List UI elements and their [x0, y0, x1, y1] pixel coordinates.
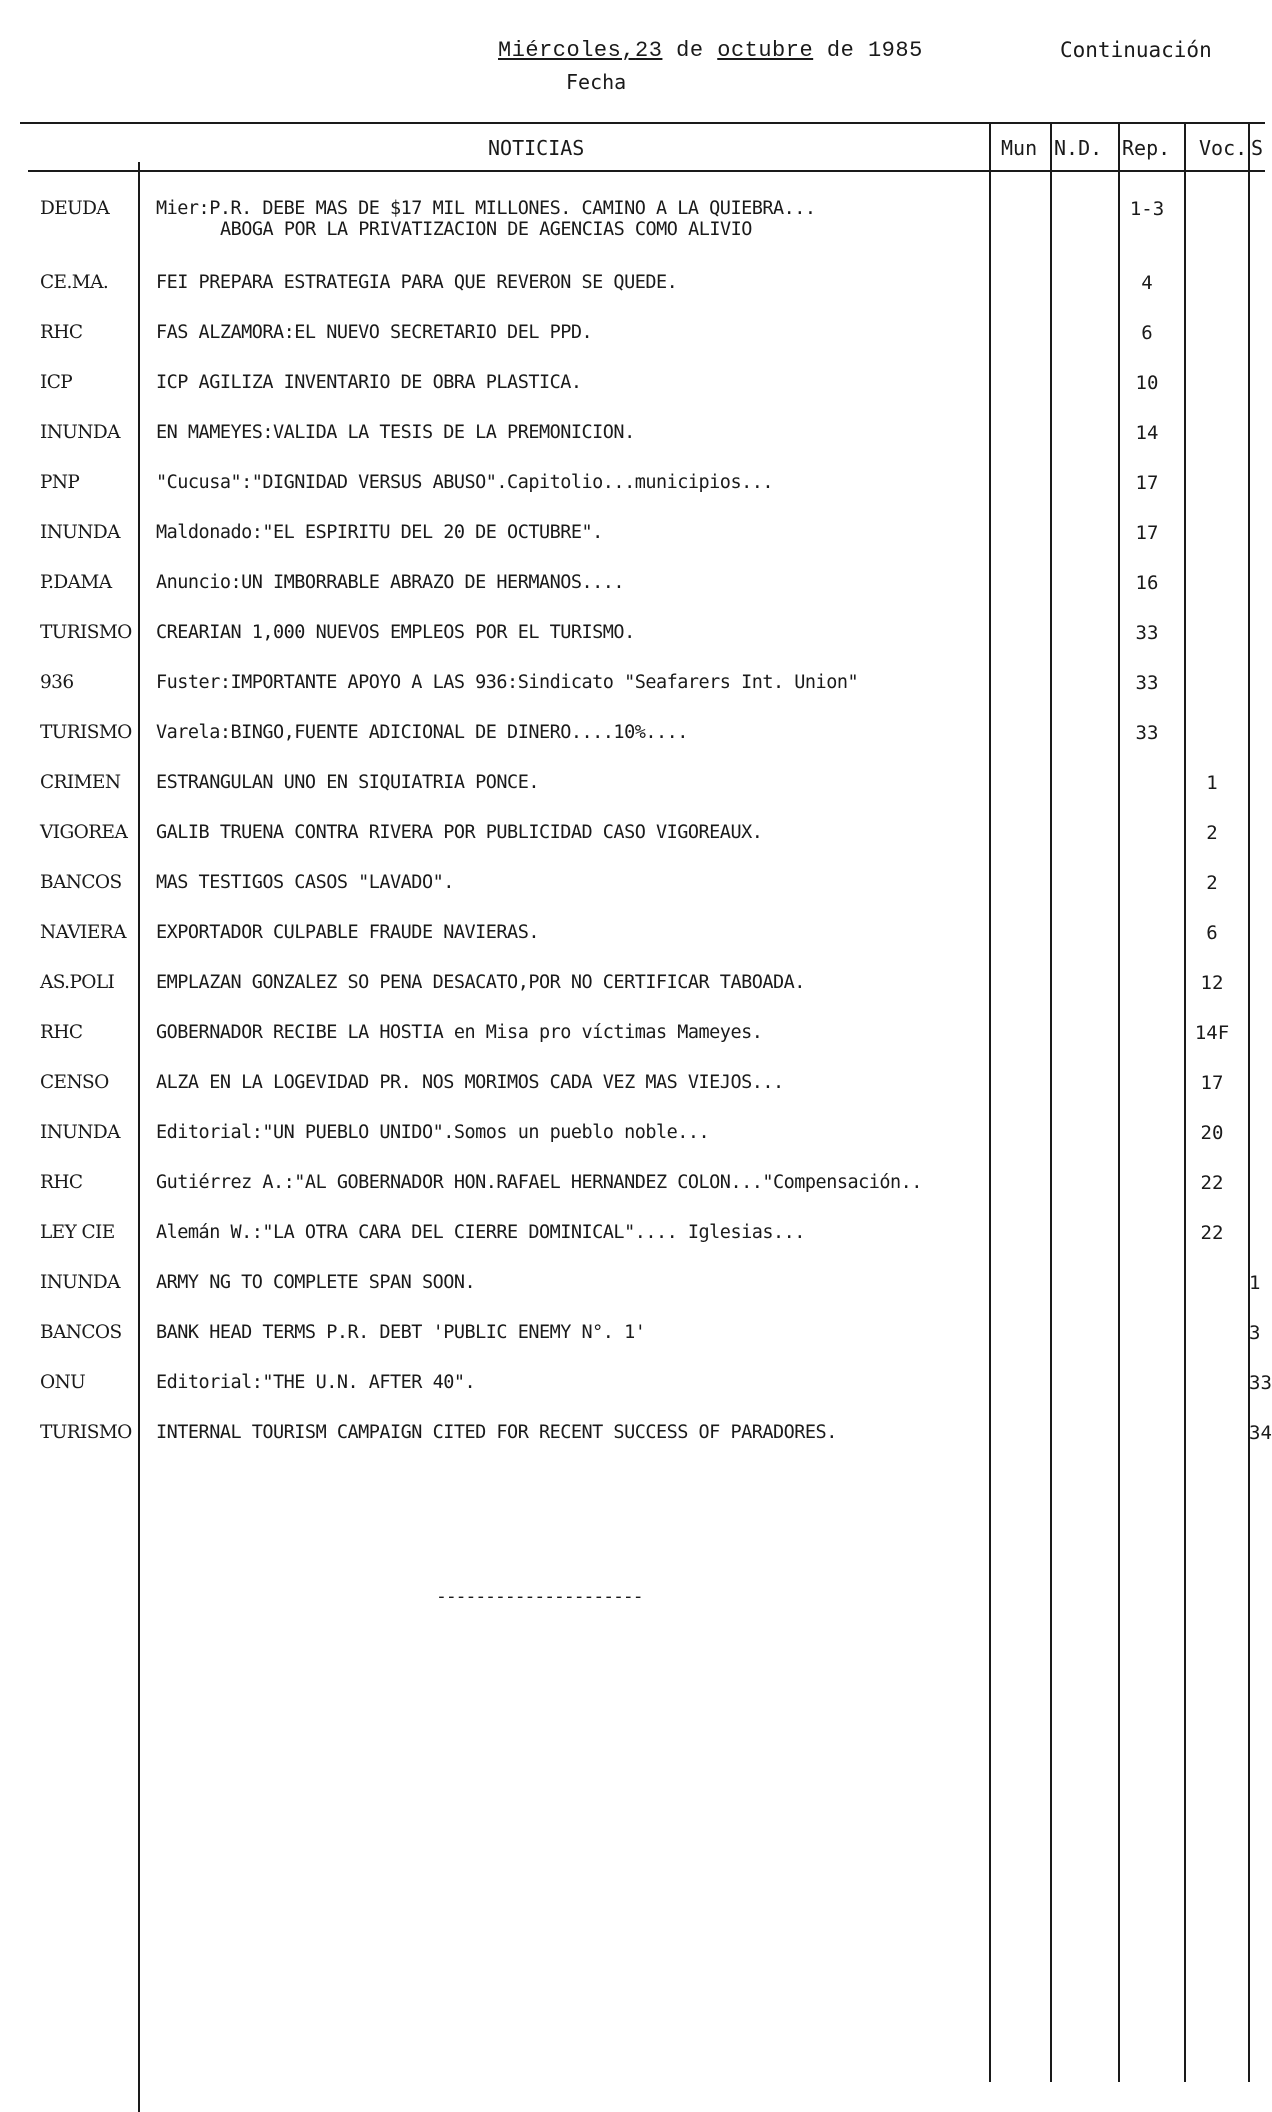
row-category: ONU — [40, 1372, 86, 1393]
row-rep-page: 1-3 — [1129, 198, 1165, 220]
row-headline: Anuncio:UN IMBORRABLE ABRAZO DE HERMANOS.... — [156, 572, 625, 593]
end-of-list-rule: --------------------- — [436, 1586, 643, 1607]
table-row — [0, 522, 1265, 562]
table-row — [0, 722, 1265, 762]
row-rep-page: 16 — [1135, 572, 1159, 594]
row-headline: CREARIAN 1,000 NUEVOS EMPLEOS POR EL TURISMO. — [156, 622, 635, 643]
row-category: INUNDA — [40, 422, 120, 443]
column-header-rep: Rep. — [1122, 136, 1171, 160]
table-row — [0, 822, 1265, 862]
row-rep-page: 6 — [1141, 322, 1153, 344]
column-header-s: S — [1251, 136, 1264, 160]
table-row — [0, 272, 1265, 312]
date-line — [498, 38, 923, 63]
row-category: TURISMO — [40, 622, 132, 643]
date-day-number: 23 — [635, 38, 663, 63]
row-category: CE.MA. — [40, 272, 109, 293]
row-headline: EN MAMEYES:VALIDA LA TESIS DE LA PREMONICION. — [156, 422, 635, 443]
row-rep-page: 4 — [1141, 272, 1153, 294]
row-rep-page: 17 — [1135, 522, 1159, 544]
date-month: octubre — [717, 38, 814, 63]
table-row — [0, 922, 1265, 962]
row-category: ICP — [40, 372, 73, 393]
row-category: RHC — [40, 1022, 83, 1043]
row-category: RHC — [40, 1172, 83, 1193]
row-headline-line1: Mier:P.R. DEBE MAS DE $17 MIL MILLONES. CAMINO A LA QUIEBRA... — [156, 198, 816, 219]
row-rep-page: 33 — [1135, 672, 1159, 694]
row-headline: ALZA EN LA LOGEVIDAD PR. NOS MORIMOS CADA VEZ MAS VIEJOS... — [156, 1072, 784, 1093]
header-bottom-rule — [28, 170, 1265, 172]
table-row — [0, 772, 1265, 812]
row-voc-page: 22 — [1200, 1172, 1224, 1194]
row-headline: GALIB TRUENA CONTRA RIVERA POR PUBLICIDAD CASO VIGOREAUX. — [156, 822, 763, 843]
row-category: INUNDA — [40, 1272, 120, 1293]
table-row — [0, 1022, 1265, 1062]
row-rep-page: 33 — [1135, 622, 1159, 644]
top-rule — [20, 122, 1265, 124]
row-headline: Editorial:"UN PUEBLO UNIDO".Somos un pueblo noble... — [156, 1122, 710, 1143]
row-category: INUNDA — [40, 522, 120, 543]
table-row — [0, 198, 1265, 238]
row-rep-page: 14 — [1135, 422, 1159, 444]
table-row — [0, 372, 1265, 412]
row-headline: MAS TESTIGOS CASOS "LAVADO". — [156, 872, 454, 893]
row-headline: Gutiérrez A.:"AL GOBERNADOR HON.RAFAEL HERNANDEZ COLON..."Compensación.. — [156, 1172, 922, 1193]
table-row — [0, 1072, 1265, 1112]
table-row — [0, 1372, 1272, 1412]
row-headline: FAS ALZAMORA:EL NUEVO SECRETARIO DEL PPD. — [156, 322, 593, 343]
row-headline: Maldonado:"EL ESPIRITU DEL 20 DE OCTUBRE". — [156, 522, 603, 543]
row-category: DEUDA — [40, 198, 110, 219]
row-category: PNP — [40, 472, 80, 493]
row-voc-page: 22 — [1200, 1222, 1224, 1244]
row-voc-page: 2 — [1206, 872, 1218, 894]
row-headline: INTERNAL TOURISM CAMPAIGN CITED FOR RECENT SUCCESS OF PARADORES. — [156, 1422, 837, 1443]
table-row — [0, 572, 1265, 612]
row-headline: EXPORTADOR CULPABLE FRAUDE NAVIERAS. — [156, 922, 539, 943]
table-row — [0, 1322, 1265, 1362]
row-s-page: 3 — [1249, 1322, 1261, 1344]
table-row — [0, 1172, 1265, 1212]
row-voc-page: 6 — [1206, 922, 1218, 944]
table-row — [0, 322, 1265, 362]
column-header-nd: N.D. — [1054, 136, 1103, 160]
column-header-mun: Mun — [1001, 136, 1038, 160]
row-category: BANCOS — [40, 1322, 122, 1343]
row-rep-page: 33 — [1135, 722, 1159, 744]
table-row — [0, 872, 1265, 912]
table-row — [0, 472, 1265, 512]
row-headline: EMPLAZAN GONZALEZ SO PENA DESACATO,POR NO CERTIFICAR TABOADA. — [156, 972, 805, 993]
row-category: AS.POLI — [40, 972, 115, 993]
row-headline: Varela:BINGO,FUENTE ADICIONAL DE DINERO....10%.... — [156, 722, 688, 743]
date-de: de — [662, 38, 718, 63]
fecha-label: Fecha — [566, 70, 627, 94]
table-row — [0, 1272, 1265, 1312]
row-headline: Fuster:IMPORTANTE APOYO A LAS 936:Sindicato "Seafarers Int. Union" — [156, 672, 859, 693]
row-headline: FEI PREPARA ESTRATEGIA PARA QUE REVERON SE QUEDE. — [156, 272, 678, 293]
date-year: de 1985 — [813, 38, 923, 63]
row-voc-page: 12 — [1200, 972, 1224, 994]
row-category: P.DAMA — [40, 572, 112, 593]
row-headline: GOBERNADOR RECIBE LA HOSTIA en Misa pro víctimas Mameyes. — [156, 1022, 763, 1043]
row-s-page: 34 — [1249, 1422, 1272, 1444]
row-headline: ICP AGILIZA INVENTARIO DE OBRA PLASTICA. — [156, 372, 582, 393]
row-category: INUNDA — [40, 1122, 120, 1143]
row-headline: "Cucusa":"DIGNIDAD VERSUS ABUSO".Capitolio...municipios... — [156, 472, 774, 493]
row-headline — [156, 198, 986, 240]
row-category: NAVIERA — [40, 922, 126, 943]
table-row — [0, 1422, 1272, 1462]
row-category: BANCOS — [40, 872, 122, 893]
row-category: VIGOREA — [40, 822, 128, 843]
row-voc-page: 2 — [1206, 822, 1218, 844]
row-rep-page: 10 — [1135, 372, 1159, 394]
row-headline: ESTRANGULAN UNO EN SIQUIATRIA PONCE. — [156, 772, 539, 793]
continuation-label: Continuación — [1060, 38, 1212, 62]
row-headline: Alemán W.:"LA OTRA CARA DEL CIERRE DOMINICAL".... Iglesias... — [156, 1222, 805, 1243]
row-category: 936 — [40, 672, 74, 693]
row-headline: Editorial:"THE U.N. AFTER 40". — [156, 1372, 476, 1393]
row-headline-line2: ABOGA POR LA PRIVATIZACION DE AGENCIAS COMO ALIVIO — [220, 219, 752, 240]
row-headline: BANK HEAD TERMS P.R. DEBT 'PUBLIC ENEMY N°. 1' — [156, 1322, 646, 1343]
row-category: CRIMEN — [40, 772, 121, 793]
row-s-page: 1 — [1249, 1272, 1261, 1294]
row-voc-page: 17 — [1200, 1072, 1224, 1094]
column-header-noticias: NOTICIAS — [488, 136, 585, 160]
row-category: RHC — [40, 322, 83, 343]
row-voc-page: 20 — [1200, 1122, 1224, 1144]
row-category: CENSO — [40, 1072, 109, 1093]
row-category: TURISMO — [40, 722, 132, 743]
table-row — [0, 672, 1265, 712]
table-row — [0, 972, 1265, 1012]
table-row — [0, 1122, 1265, 1162]
row-voc-page: 14F — [1194, 1022, 1230, 1044]
row-rep-page: 17 — [1135, 472, 1159, 494]
row-voc-page: 1 — [1206, 772, 1218, 794]
column-header-voc: Voc. — [1199, 136, 1248, 160]
table-row — [0, 1222, 1265, 1262]
row-category: TURISMO — [40, 1422, 132, 1443]
row-s-page: 33 — [1249, 1372, 1272, 1394]
row-headline: ARMY NG TO COMPLETE SPAN SOON. — [156, 1272, 476, 1293]
row-category: LEY CIE — [40, 1222, 115, 1243]
date-weekday: Miércoles, — [498, 38, 636, 63]
table-row — [0, 622, 1265, 662]
table-row — [0, 422, 1265, 462]
